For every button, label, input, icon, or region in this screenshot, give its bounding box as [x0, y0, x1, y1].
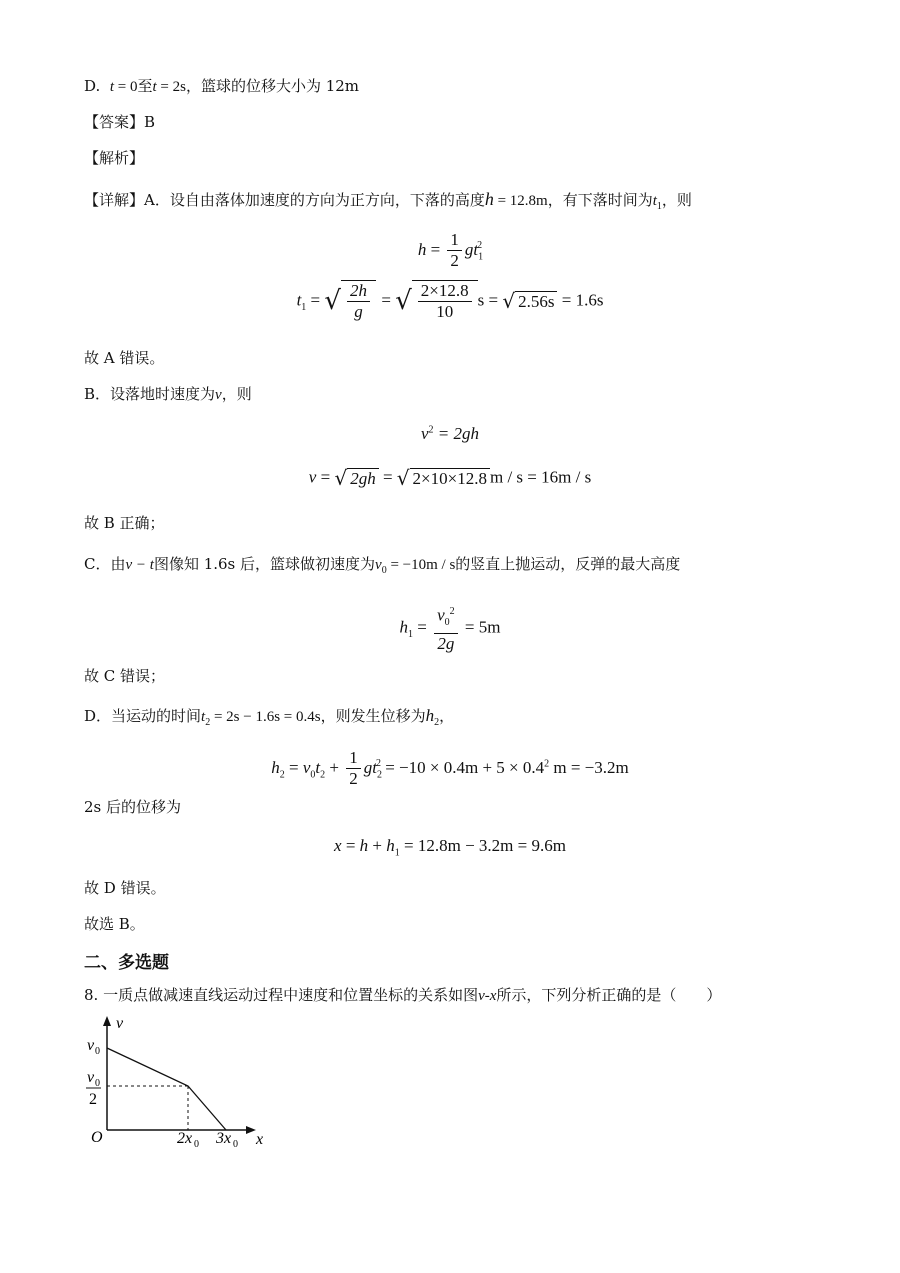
equation-velocity: v = √ 2gh = √ 2×10×12.8 m / s = 16m / s	[308, 466, 592, 490]
option-d: D. t = 0至t = 2s，篮球的位移大小为 12m	[84, 77, 360, 95]
conclusion-c: 故 C 错误；	[84, 667, 166, 685]
x3-label: 3x	[216, 1130, 232, 1147]
equation-max-height: $h_1$ = $\frac{v_0^2}{2g}$ = 5m	[0, 602, 900, 654]
velocity-line	[107, 1048, 226, 1130]
x2-label: 2x	[177, 1130, 193, 1147]
x2-label-sub: 0	[194, 1139, 199, 1150]
v0-label-sub: 0	[95, 1046, 100, 1057]
half-v0-den: 2	[89, 1091, 97, 1108]
final-choice: 故选 B。	[84, 915, 145, 933]
x-axis-label: x	[256, 1131, 264, 1148]
answer-label: 【答案】B	[84, 113, 156, 131]
v-x-graph	[80, 1010, 300, 1160]
equation-displacement-h2: $h_2 = v_0t_2$ + $\frac{1}{2}$ $gt_2^2 = -10 \times 0.4m + 5 \times 0.4^2$ m = −3.2m	[271, 748, 629, 788]
x3-label-sub: 0	[233, 1139, 238, 1150]
v-axis-label: v	[116, 1015, 124, 1032]
analysis-label: 【解析】	[84, 149, 145, 167]
detail-a: 【详解】A．设自由落体加速度的方向为正方向，下落的高度h = 12.8m，有下落时间为$t_1$，则	[84, 189, 692, 212]
equation-total-displacement: $x = h + h_1 = 12.8m - 3.2m = 9.6m$	[334, 836, 566, 859]
equation-fall-time: $t_1$ = √ $\frac{2h}{g}$ = √ $\frac{2\times 12.8}{10}$ s = √ 2.56s = 1.6s	[296, 281, 604, 321]
equation-free-fall: h = $\frac{1}{2}$ $gt_1^2$	[417, 230, 484, 270]
v0-label: v	[87, 1037, 95, 1054]
conclusion-b: 故 B 正确；	[84, 514, 165, 532]
half-v0-num-sub: 0	[95, 1078, 100, 1089]
section-title: 二、多选题	[84, 953, 169, 973]
v-axis-arrow	[103, 1016, 111, 1026]
x-axis-arrow	[246, 1126, 256, 1134]
origin-label: O	[91, 1129, 103, 1146]
option-d-intro: D．当运动的时间$t_2 = 2s - 1.6s = 0.4s$，则发生位移为$h_2$，	[84, 706, 455, 728]
equation-v-squared: $v^2 = 2gh$	[420, 424, 480, 443]
after-2s-label: 2s 后的位移为	[84, 798, 182, 816]
question-8: 8. 一质点做减速直线运动过程中速度和位置坐标的关系如图v-x所示，下列分析正确的是（ ）	[84, 986, 722, 1004]
option-c-intro: C．由v − t图像知 1.6s 后，篮球做初速度为$v_0 = -10m / s$的竖直上抛运动，反弹的最大高度	[84, 555, 681, 576]
option-b-intro: B．设落地时速度为v，则	[84, 385, 252, 403]
conclusion-d: 故 D 错误。	[84, 879, 166, 897]
conclusion-a: 故 A 错误。	[84, 349, 165, 367]
half-v0-num: v	[87, 1069, 95, 1086]
